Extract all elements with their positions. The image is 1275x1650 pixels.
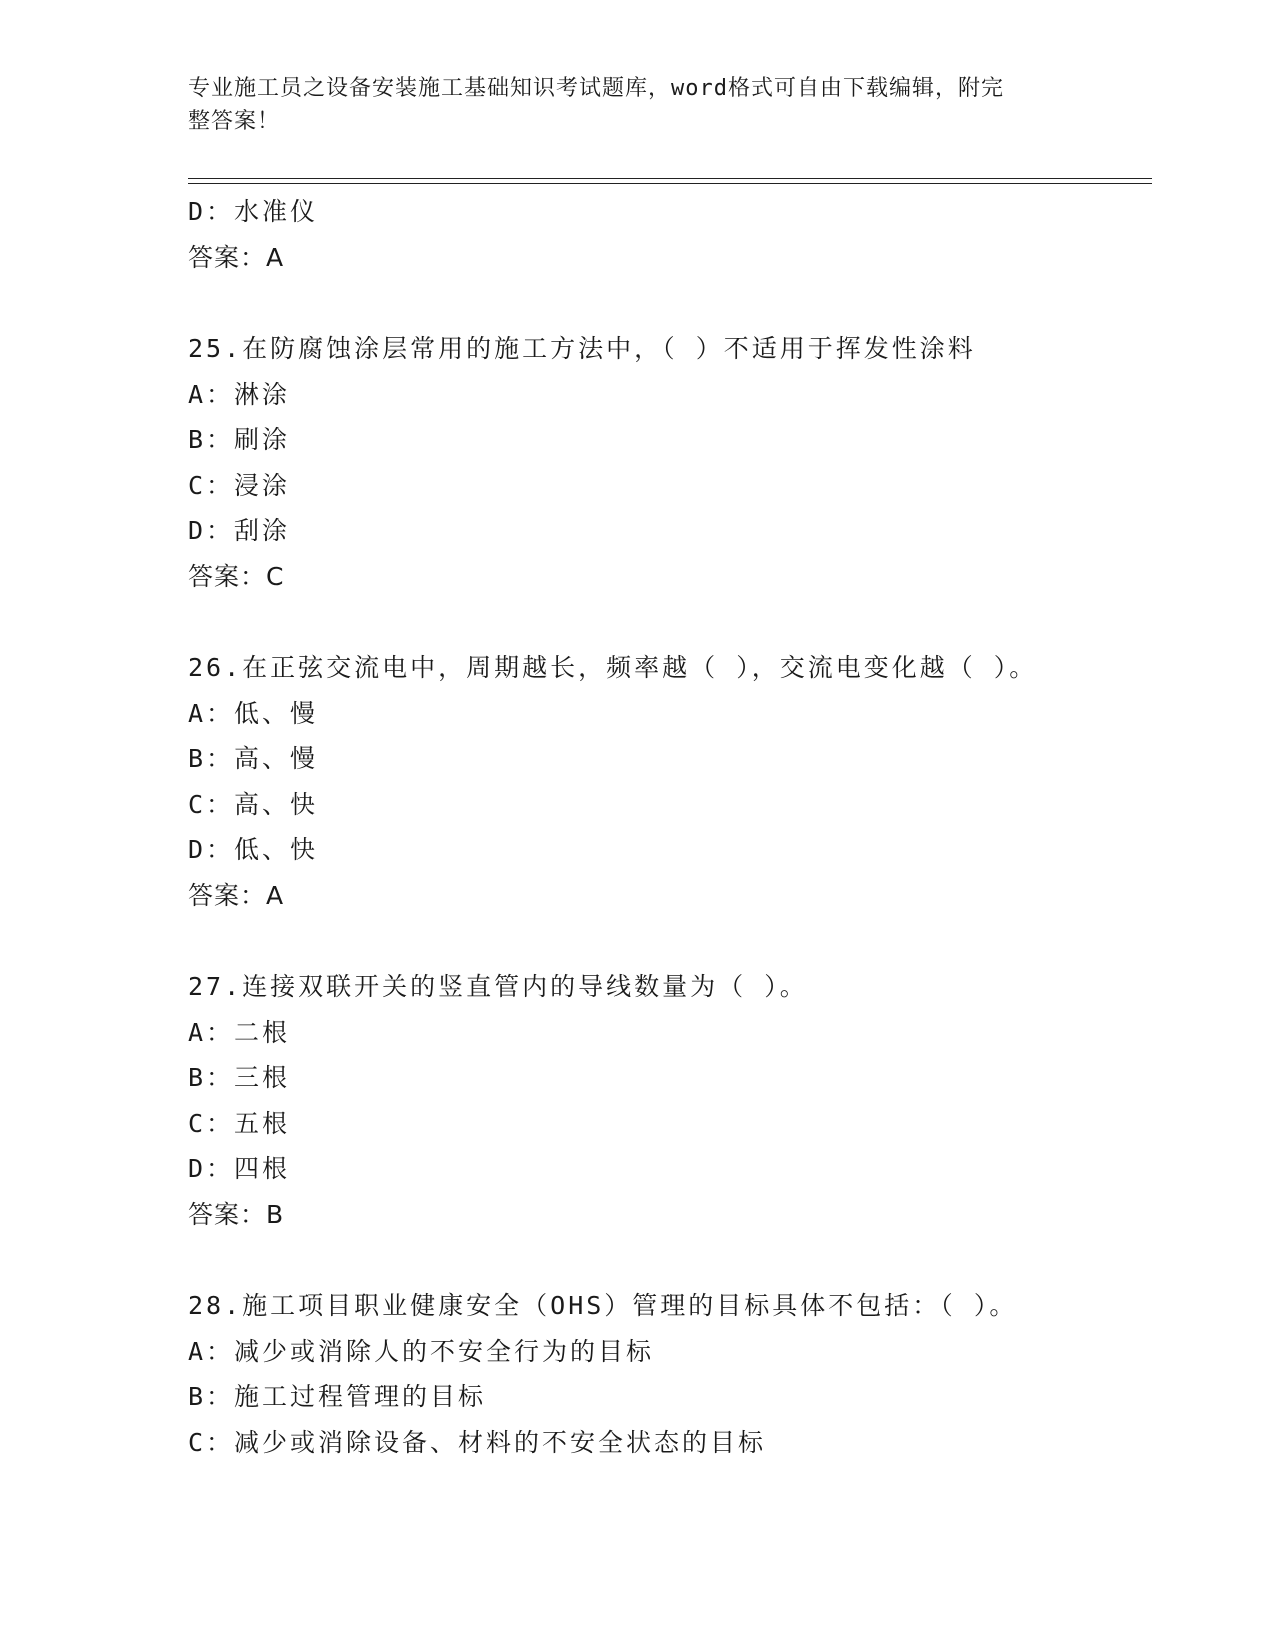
question-25 [188, 326, 1152, 599]
option-a: A：低、慢 [188, 698, 319, 728]
question-answer: 答案：C [188, 561, 285, 591]
option-c: C：浸涂 [188, 470, 291, 500]
question-stem: 25.在防腐蚀涂层常用的施工方法中，（ ）不适用于挥发性涂料 [188, 334, 976, 363]
option-a: A：减少或消除人的不安全行为的目标 [188, 1336, 655, 1366]
option-d: D：低、快 [188, 835, 319, 864]
document-header [188, 72, 1068, 138]
question-stem: 26.在正弦交流电中，周期越长，频率越（ ），交流电变化越（ ）。 [188, 653, 1038, 682]
question-spacer [188, 1237, 1152, 1283]
option-b: B：施工过程管理的目标 [188, 1382, 487, 1411]
question-stem: 28.施工项目职业健康安全（OHS）管理的目标具体不包括：（ ）。 [188, 1291, 1018, 1320]
option-c: C：五根 [188, 1108, 291, 1138]
option-c: C：减少或消除设备、材料的不安全状态的目标 [188, 1427, 767, 1457]
option-b: B：高、慢 [188, 744, 319, 773]
option-b: B：刷涂 [188, 425, 291, 454]
option-d: D：四根 [188, 1154, 291, 1183]
header-divider-top [188, 178, 1152, 179]
option-d: D：刮涂 [188, 516, 291, 545]
option-a: A：淋涂 [188, 379, 291, 409]
header-divider-bottom [188, 183, 1152, 184]
option-a: A：二根 [188, 1017, 291, 1047]
previous-question-answer: 答案：A [188, 242, 285, 272]
option-c: C：高、快 [188, 789, 319, 819]
question-28 [188, 1283, 1152, 1465]
question-spacer [188, 918, 1152, 964]
question-27 [188, 964, 1152, 1237]
question-answer: 答案：A [188, 880, 285, 910]
option-b: B：三根 [188, 1063, 291, 1092]
question-answer: 答案：B [188, 1199, 285, 1229]
header-title-line-1: 专业施工员之设备安装施工基础知识考试题库，word格式可自由下载编辑，附完 [188, 76, 1004, 101]
question-spacer [188, 280, 1152, 326]
question-stem: 27.连接双联开关的竖直管内的导线数量为（ ）。 [188, 972, 808, 1001]
header-title-line-2: 整答案！ [188, 109, 281, 134]
previous-question-option-d: D：水准仪 [188, 197, 319, 226]
question-list [188, 189, 1152, 1465]
question-26 [188, 645, 1152, 918]
question-spacer [188, 599, 1152, 645]
